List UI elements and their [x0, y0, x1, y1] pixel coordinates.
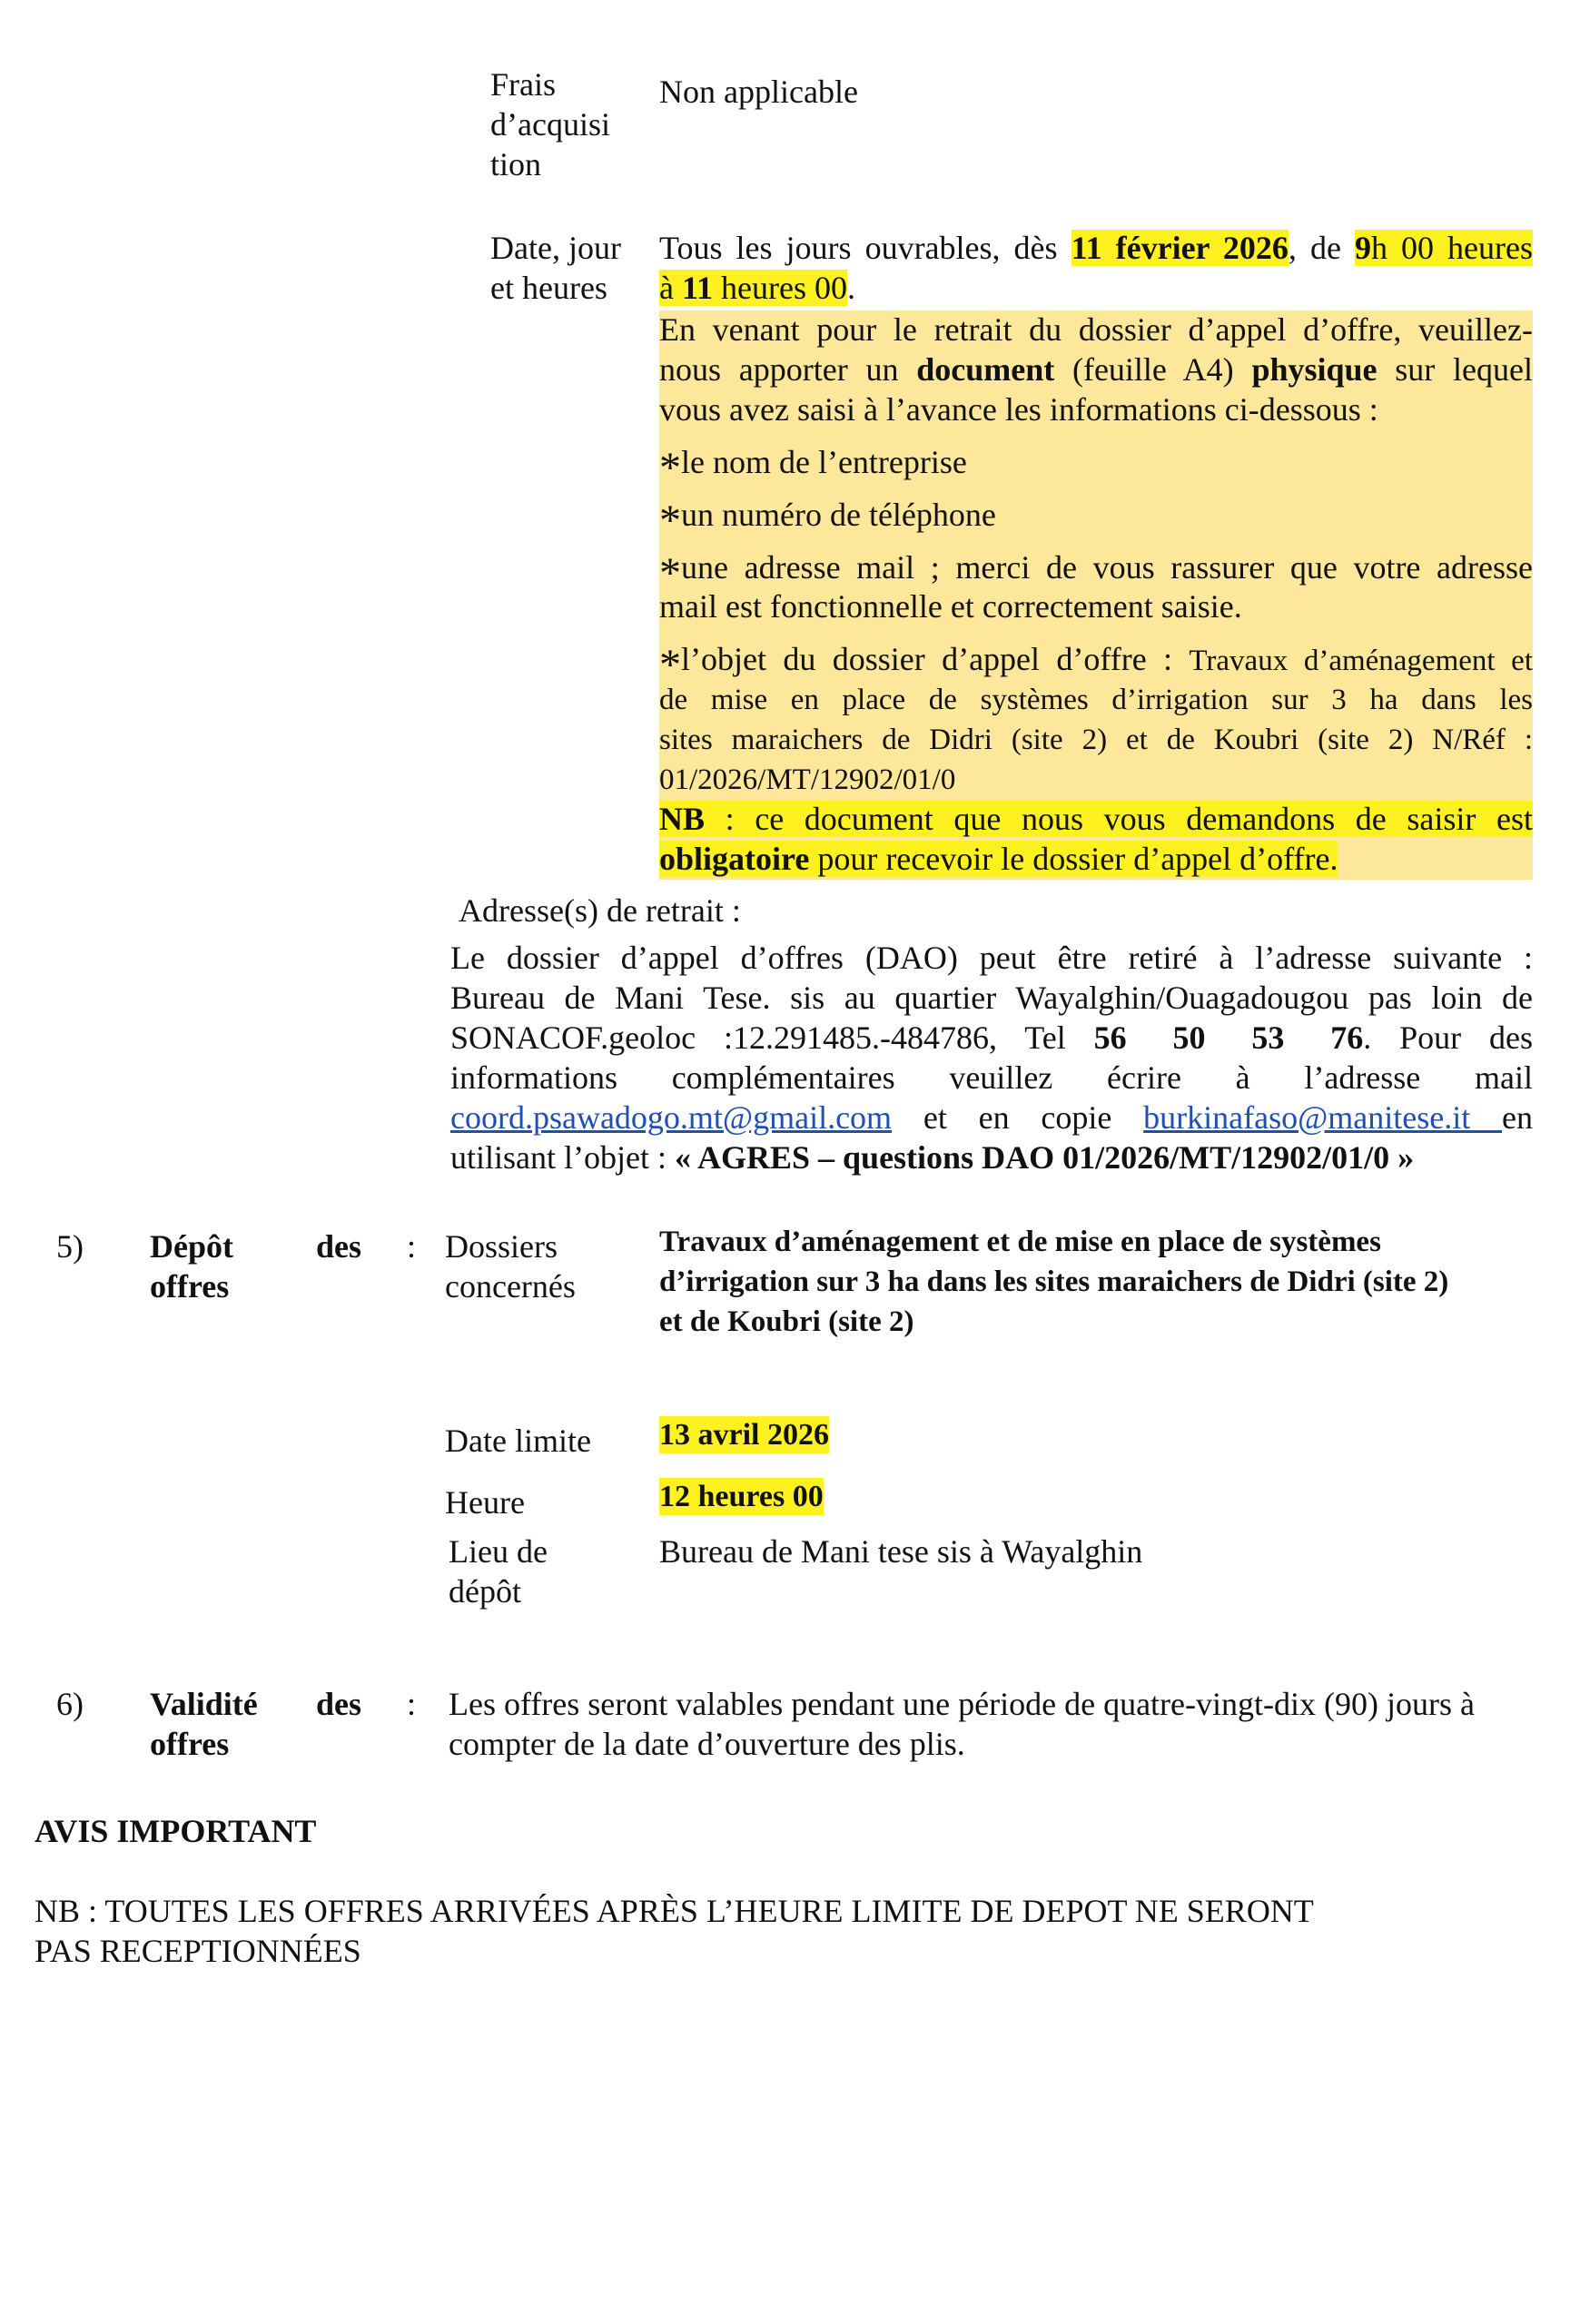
section5-number: 5) [56, 1228, 84, 1265]
asterisk-icon: * [659, 641, 681, 690]
address-line: Bureau de Mani Tese. sis au quartier Wayalghin/Ouagadougou pas loin de [450, 979, 1533, 1016]
asterisk-icon: * [659, 443, 681, 492]
phone-number: 56 50 53 76 [1093, 1019, 1364, 1056]
dossiers-value: Travaux d’aménagement et de mise en place de systèmes d’irrigation sur 3 ha dans les sites maraichers de Didri (site 2) et de Koubri (site 2) [659, 1226, 1449, 1338]
nb-line: obligatoire pour recevoir le dossier d’appel d’offre. [659, 841, 1338, 878]
address-line: utilisant l’objet : « AGRES – questions DAO 01/2026/MT/12902/01/0 » [450, 1138, 1415, 1176]
section5-title: offres [150, 1268, 230, 1305]
section5-title: Dépôt [150, 1228, 233, 1265]
asterisk-icon: * [659, 496, 681, 545]
notice-title: AVIS IMPORTANT [35, 1813, 317, 1849]
instruction-line: En venant pour le retrait du dossier d’appel d’offre, veuillez- [659, 311, 1533, 348]
dossiers-label: Dossiers concernés [445, 1228, 576, 1305]
object-line: sites maraichers de Didri (site 2) et de Koubri (site 2) N/Réf : [659, 724, 1533, 757]
date-limit-label: Date limite [445, 1423, 591, 1459]
bullet-company: *le nom de l’entreprise [659, 443, 967, 492]
address-line: SONACOF.geoloc :12.291485.-484786, Tel 56 50 53 76. Pour des [450, 1019, 1534, 1056]
schedule-label: Date, jour et heures [490, 230, 621, 306]
section6-number: 6) [56, 1686, 84, 1722]
section6-title: Validité [150, 1686, 258, 1722]
nb-line: NB : ce document que nous vous demandons de saisir est [659, 801, 1533, 838]
place-label: Lieu de dépôt [449, 1533, 548, 1610]
notice-text [35, 1892, 1533, 1972]
hour-label: Heure [445, 1484, 525, 1521]
opening-date: 11 février 2026 [1071, 230, 1289, 266]
bullet-object: *l’objet du dossier d’appel d’offre : Travaux d’aménagement et [659, 641, 1533, 690]
hour-value: 12 heures 00 [659, 1478, 824, 1515]
validity-text [449, 1685, 1556, 1765]
reference-number: 01/2026/MT/12902/01/0 [659, 763, 956, 797]
validity-line: compter de la date d’ouverture des plis. [449, 1725, 965, 1762]
instructions-box [659, 310, 1533, 880]
bullet-phone: *un numéro de téléphone [659, 496, 996, 545]
address-line: Le dossier d’appel d’offres (DAO) peut être retiré à l’adresse suivante : [450, 940, 1533, 976]
email-link-burkina[interactable]: burkinafaso@manitese.it [1143, 1098, 1503, 1136]
email-subject: « AGRES – questions DAO 01/2026/MT/12902/01/0 » [674, 1138, 1415, 1176]
address-line: coord.psawadogo.mt@gmail.com et en copie burkinafaso@manitese.it en [450, 1098, 1533, 1136]
address-label: Adresse(s) de retrait : [459, 892, 741, 929]
place-value: Bureau de Mani tese sis à Wayalghin [659, 1533, 1143, 1570]
section6-title: des [316, 1686, 362, 1722]
bullet-email-cont: mail est fonctionnelle et correctement saisie. [659, 588, 1242, 625]
notice-line: PAS RECEPTIONNÉES [35, 1932, 361, 1969]
email-link-coord[interactable]: coord.psawadogo.mt@gmail.com [450, 1098, 893, 1136]
object-line: de mise en place de systèmes d’irrigation sur 3 ha dans les [659, 684, 1533, 717]
asterisk-icon: * [659, 548, 681, 597]
instruction-line: nous apporter un document (feuille A4) physique sur lequel [659, 350, 1533, 388]
address-block [450, 939, 1533, 1177]
schedule-line-2: à 11 heures 00. [659, 269, 855, 306]
instruction-line: vous avez saisi à l’avance les informations ci-dessous : [659, 390, 1378, 428]
acquisition-value: Non applicable [659, 74, 858, 110]
schedule-line-1: Tous les jours ouvrables, dès 11 février 2026, de 9h 00 heures [659, 230, 1533, 266]
address-line: informations complémentaires veuillez écrire à l’adresse mail [450, 1059, 1533, 1096]
bullet-email: *une adresse mail ; merci de vous rassurer que votre adresse [659, 548, 1533, 597]
section6-title: offres [150, 1726, 230, 1762]
acquisition-label: Frais d’acquisi tion [490, 66, 610, 182]
section5-title: des [316, 1228, 362, 1265]
validity-line: Les offres seront valables pendant une période de quatre-vingt-dix (90) jours à [449, 1686, 1475, 1722]
section5-colon: : [407, 1228, 417, 1265]
notice-line: NB : TOUTES LES OFFRES ARRIVÉES APRÈS L’HEURE LIMITE DE DEPOT NE SERONT [35, 1893, 1314, 1929]
section6-colon: : [407, 1686, 417, 1722]
date-limit-value: 13 avril 2026 [659, 1416, 829, 1453]
schedule-block [659, 229, 1533, 309]
